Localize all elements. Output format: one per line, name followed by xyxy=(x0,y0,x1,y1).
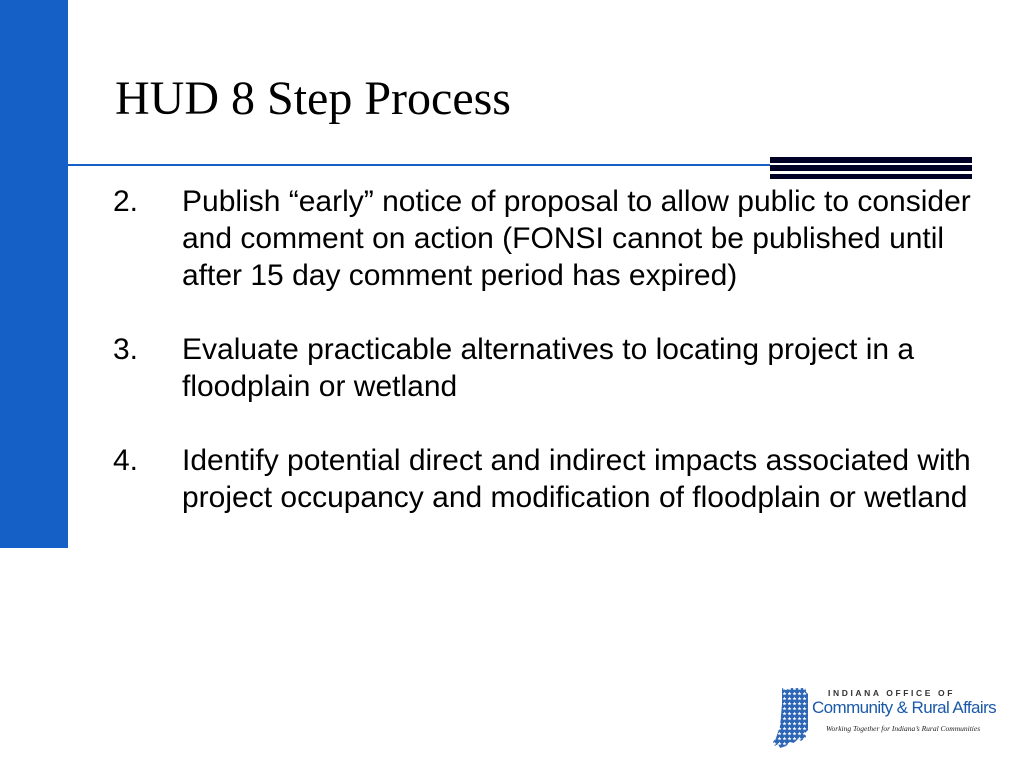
divider-bar-1 xyxy=(770,157,972,163)
logo-top-line: INDIANA OFFICE OF xyxy=(828,688,955,698)
divider-bar-3 xyxy=(770,174,972,179)
step-number: 2. xyxy=(113,185,139,218)
title-divider-line xyxy=(68,164,770,166)
side-accent-bar xyxy=(0,0,68,548)
logo-tagline: Working Together for Indiana’s Rural Communities xyxy=(826,724,981,733)
logo-main-line: Community & Rural Affairs xyxy=(812,698,997,717)
indiana-state-map-icon xyxy=(772,686,814,750)
step-item xyxy=(113,442,973,516)
step-item xyxy=(113,183,973,294)
title-divider-block xyxy=(770,157,972,179)
step-text: Publish “early” notice of proposal to allow public to consider and comment on action (FONSI cannot be published until after 15 day comment period has expired) xyxy=(182,185,971,292)
ocra-logo xyxy=(772,686,997,752)
step-list xyxy=(113,183,973,553)
slide-title: HUD 8 Step Process xyxy=(115,72,511,125)
step-number: 4. xyxy=(113,444,139,477)
step-item xyxy=(113,331,973,405)
step-text: Identify potential direct and indirect impacts associated with project occupancy and modification of floodplain or wetland xyxy=(182,444,971,514)
divider-bar-2 xyxy=(770,165,972,171)
step-text: Evaluate practicable alternatives to locating project in a floodplain or wetland xyxy=(182,333,915,403)
step-number: 3. xyxy=(113,333,139,366)
